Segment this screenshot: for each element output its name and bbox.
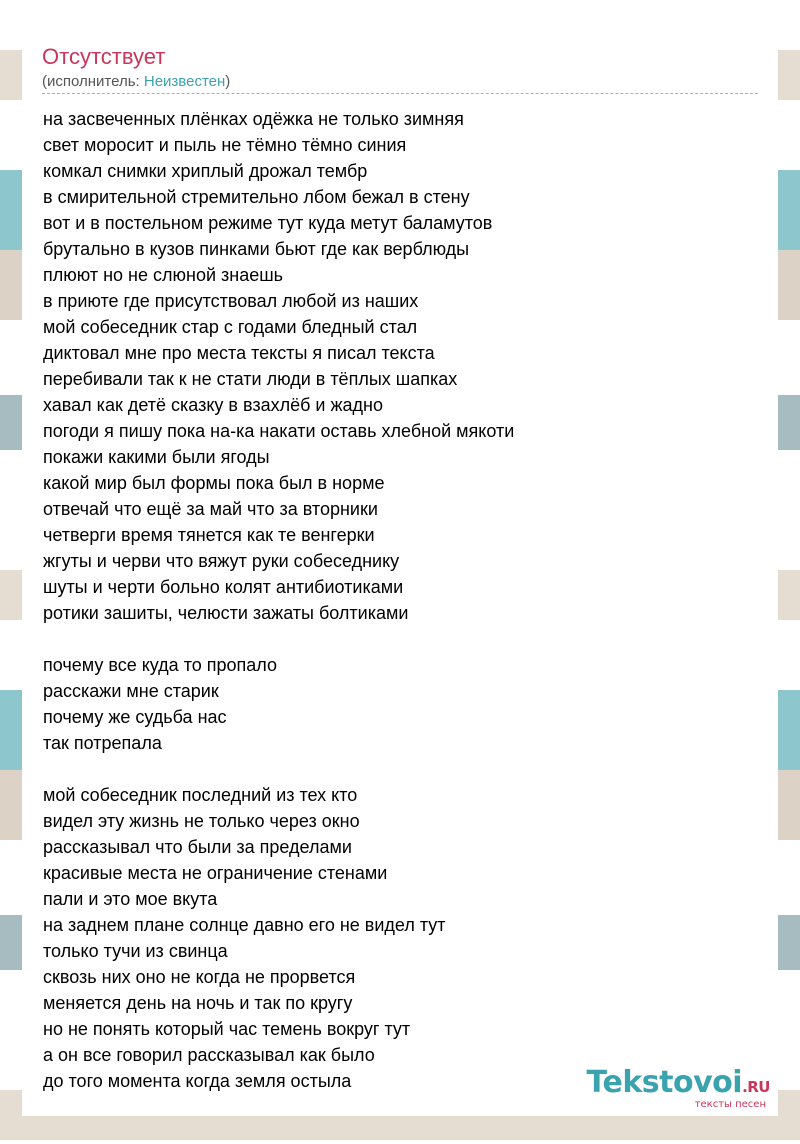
lyric-line: перебивали так к не стати люди в тёплых шапках <box>43 369 458 389</box>
lyric-line: а он все говорил рассказывал как было <box>43 1045 375 1065</box>
lyric-line: шуты и черти больно колят антибиотиками <box>43 577 404 597</box>
lyric-line: жгуты и черви что вяжут руки собеседнику <box>43 551 400 571</box>
logo-name: Tekstovoi <box>586 1065 743 1100</box>
lyric-line: почему же судьба нас <box>43 707 227 727</box>
song-title: Отсутствует <box>42 44 166 69</box>
lyrics-body <box>43 106 514 1094</box>
lyric-line: почему все куда то пропало <box>43 655 277 675</box>
site-logo[interactable] <box>587 1067 770 1110</box>
lyric-line: на заднем плане солнце давно его не видел тут <box>43 915 446 935</box>
artist-suffix: ) <box>225 73 231 90</box>
logo-tagline: тексты песен <box>694 1099 766 1110</box>
artist-prefix: (исполнитель: <box>42 73 144 90</box>
lyric-line: красивые места не ограничение стенами <box>43 863 388 883</box>
lyric-line: вот и в постельном режиме тут куда метут баламутов <box>43 213 493 233</box>
lyric-line: так потрепала <box>43 733 162 753</box>
lyric-line: отвечай что ещё за май что за вторники <box>43 499 378 519</box>
lyric-line: меняется день на ночь и так по кругу <box>43 993 353 1013</box>
logo-tld: .RU <box>742 1078 770 1096</box>
lyric-line: диктовал мне про места тексты я писал текста <box>43 343 435 363</box>
lyric-line: ротики зашиты, челюсти зажаты болтиками <box>43 603 409 623</box>
lyric-line: комкал снимки хриплый дрожал тембр <box>43 161 368 181</box>
lyric-line: расскажи мне старик <box>43 681 219 701</box>
lyric-line: какой мир был формы пока был в норме <box>43 473 385 493</box>
lyric-line: в смирительной стремительно лбом бежал в стену <box>43 187 470 207</box>
lyric-line: но не понять который час темень вокруг тут <box>43 1019 411 1039</box>
lyric-line: плюют но не слюной знаешь <box>43 265 284 285</box>
lyric-line: свет моросит и пыль не тёмно тёмно синия <box>43 135 407 155</box>
artist-link[interactable]: Неизвестен <box>143 73 226 90</box>
artist-line <box>42 73 230 91</box>
title-divider <box>42 93 758 94</box>
lyric-line: только тучи из свинца <box>43 941 228 961</box>
lyric-line: погоди я пишу пока на-ка накати оставь хлебной мякоти <box>43 421 515 441</box>
lyric-line: в приюте где присутствовал любой из наших <box>43 291 419 311</box>
lyric-line: до того момента когда земля остыла <box>43 1071 352 1091</box>
lyric-line: мой собеседник стар с годами бледный стал <box>43 317 418 337</box>
lyric-line: на засвеченных плёнках одёжка не только зимняя <box>43 109 464 129</box>
lyric-line: четверги время тянется как те венгерки <box>43 525 375 545</box>
lyric-line: видел эту жизнь не только через окно <box>43 811 360 831</box>
stanza-break <box>43 756 514 782</box>
lyric-line: мой собеседник последний из тех кто <box>43 785 358 805</box>
logo-wordmark <box>587 1067 770 1103</box>
lyric-line: покажи какими были ягоды <box>43 447 270 467</box>
lyric-line: сквозь них оно не когда не прорвется <box>43 967 356 987</box>
lyric-line: пали и это мое вкута <box>43 889 218 909</box>
lyric-line: рассказывал что были за пределами <box>43 837 352 857</box>
lyric-line: хавал как детё сказку в взахлёб и жадно <box>43 395 383 415</box>
stanza-break <box>43 626 514 652</box>
lyric-line: брутально в кузов пинками бьют где как верблюды <box>43 239 470 259</box>
lyrics-card <box>22 30 778 1116</box>
